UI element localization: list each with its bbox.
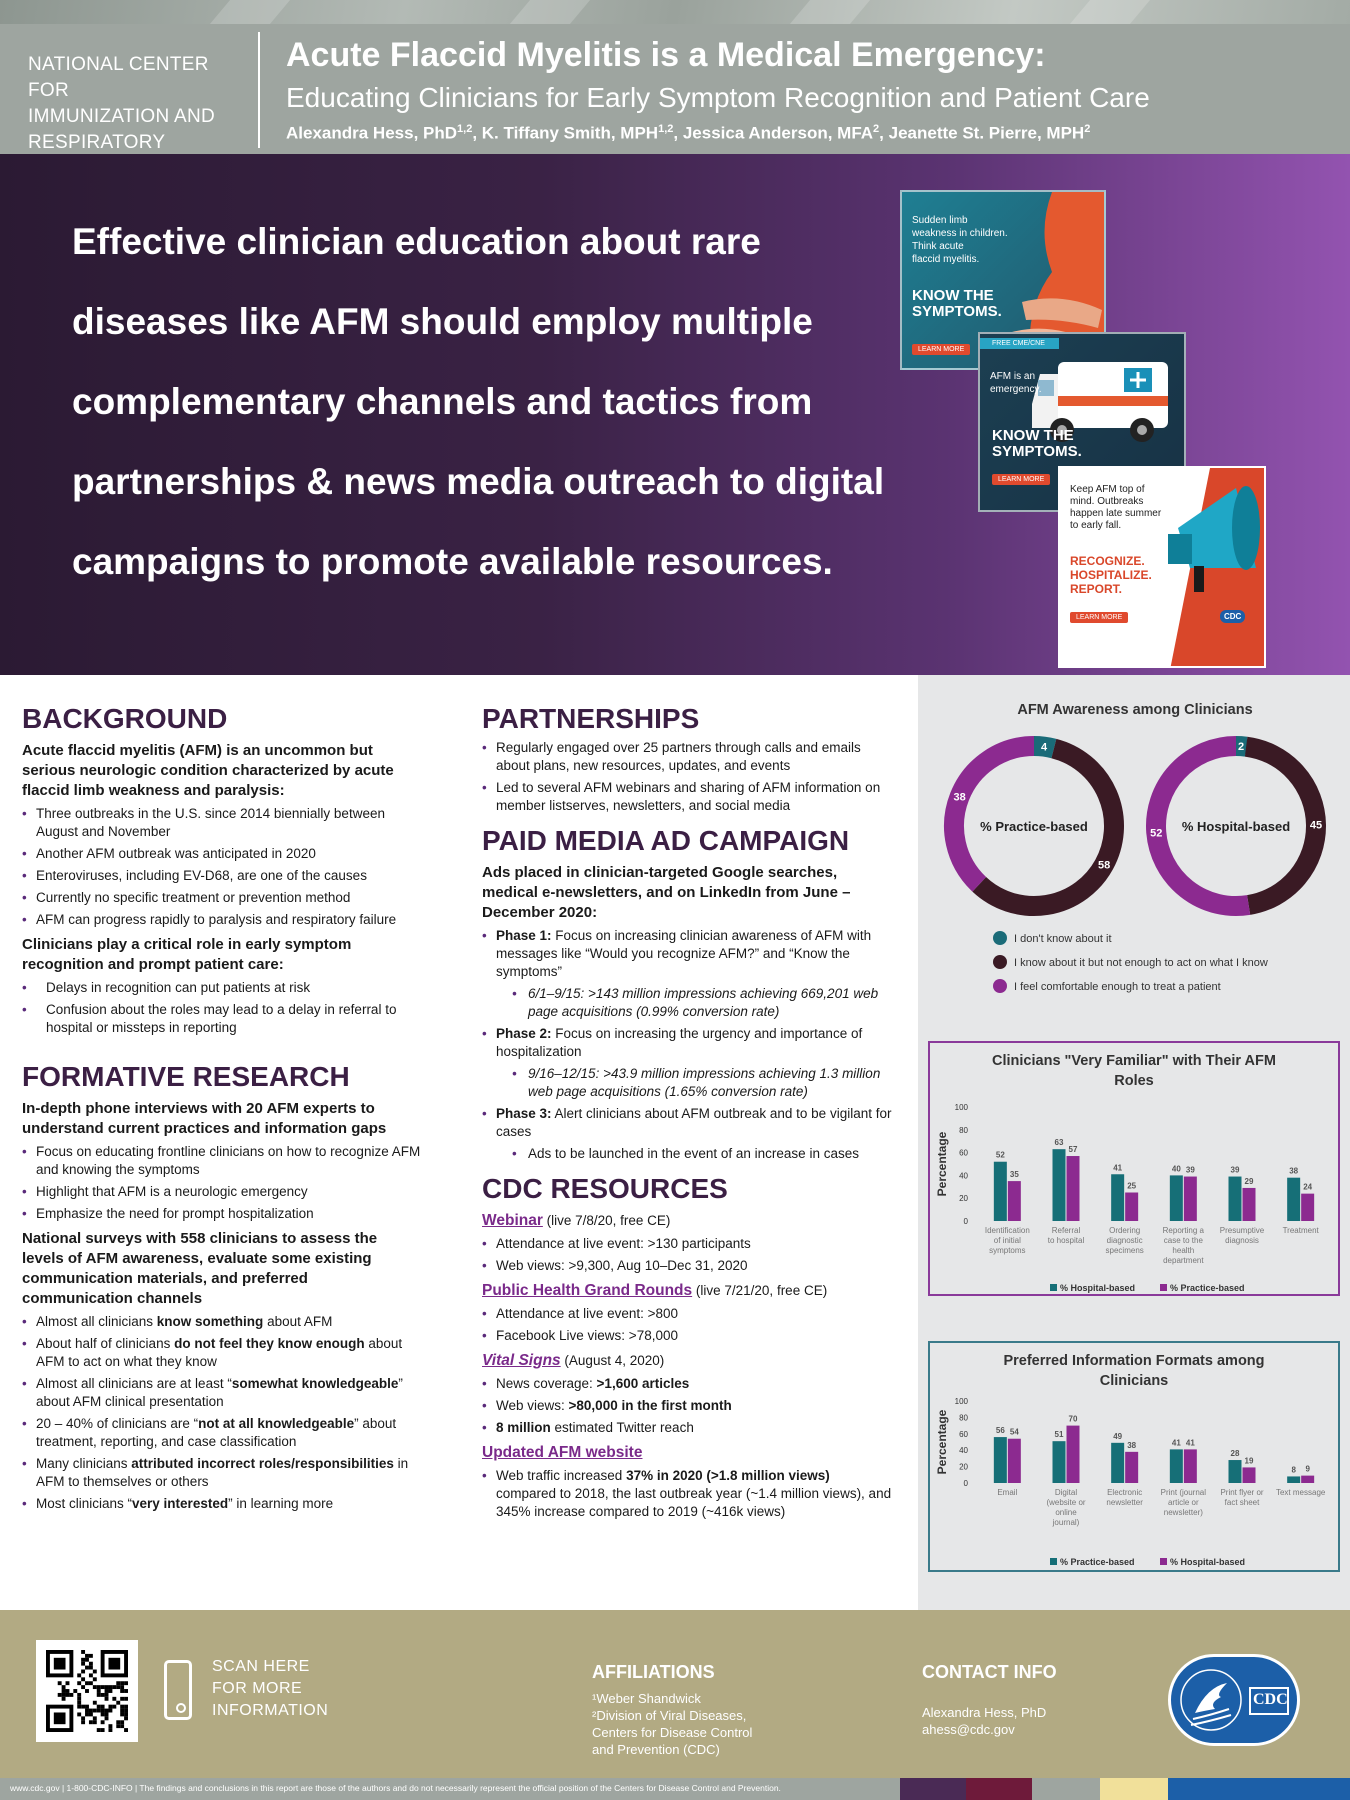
bar (1287, 1476, 1300, 1483)
qr-module (66, 1681, 70, 1685)
qr-module (108, 1724, 112, 1728)
paid-media-lead: Ads placed in clinician-targeted Google searches, medical e-newsletters, and on LinkedIn from June – December 2020: (482, 864, 851, 921)
bar-value-label: 9 (1305, 1464, 1310, 1474)
background-bullets-2: • Delays in recognition can put patients at risk • Confusion about the roles may lead to a delay in referral to hospital or missteps in reporting (22, 979, 422, 1037)
legend-entry: % Hospital-based (1170, 1557, 1246, 1567)
x-tick-label: journal) (1052, 1518, 1080, 1527)
donut-center-label: % Practice-based (980, 819, 1088, 834)
x-tick-label: to hospital (1047, 1236, 1085, 1245)
legend-entry: % Practice-based (1060, 1557, 1135, 1567)
x-tick-label: diagnostic (1106, 1236, 1143, 1245)
qr-module (105, 1709, 109, 1713)
donut-chart-svg (930, 726, 1340, 1016)
background-bullets-1: • Three outbreaks in the U.S. since 2014 biennially between August and November • Another AFM outbreak was anticipated in 2020 • Enteroviruses, including EV-D68, are one of the causes • Currently no specific treatment or prevention method • AFM can progress rapidly to paralysis and respiratory failure (22, 805, 422, 929)
qr-module (77, 1681, 81, 1685)
bar-value-label: 8 (1291, 1465, 1296, 1475)
qr-module (112, 1697, 116, 1701)
y-tick-label: 0 (963, 1479, 968, 1488)
x-tick-label: Referral (1051, 1226, 1081, 1235)
bar (1287, 1178, 1300, 1221)
poster-header (0, 24, 1350, 154)
qr-module (101, 1712, 105, 1716)
x-tick-label: of initial (993, 1236, 1021, 1245)
x-tick-label: Email (997, 1488, 1018, 1497)
bar (994, 1437, 1007, 1483)
qr-module (120, 1720, 124, 1724)
partnerships-heading: PARTNERSHIPS (482, 703, 700, 734)
x-tick-label: Electronic (1107, 1488, 1143, 1497)
header-divider (258, 32, 260, 148)
chart-title: Clinicians "Very Familiar" with Their AFM Roles (992, 1053, 1276, 1089)
x-tick-label: department (1163, 1256, 1204, 1265)
slice-label: 38 (953, 791, 966, 804)
bar (1125, 1193, 1138, 1222)
x-tick-label: online (1055, 1508, 1077, 1517)
y-tick-label: 40 (959, 1171, 968, 1181)
slice-label: 45 (1309, 819, 1323, 832)
qr-module (89, 1681, 93, 1685)
qr-module (81, 1662, 85, 1666)
bar-value-label: 40 (1171, 1164, 1181, 1174)
qr-module (81, 1720, 85, 1724)
legend-swatch (1160, 1558, 1167, 1565)
bar-value-label: 41 (1171, 1438, 1181, 1448)
preferred-formats-bar-chart (928, 1341, 1340, 1572)
qr-module (120, 1697, 124, 1701)
qr-module (116, 1720, 120, 1724)
legend-entry: I feel comfortable enough to treat a patient (1014, 981, 1221, 993)
x-tick-label: diagnosis (1225, 1236, 1259, 1245)
qr-module (62, 1685, 66, 1689)
qr-module (105, 1693, 109, 1697)
x-tick-label: fact sheet (1224, 1498, 1260, 1507)
bar (1243, 1467, 1256, 1483)
x-tick-label: Reporting a (1162, 1226, 1205, 1235)
bar-value-label: 54 (1009, 1427, 1019, 1437)
qr-module (85, 1712, 89, 1716)
bar-value-label: 70 (1068, 1414, 1078, 1424)
grand-rounds-bullets: • Attendance at live event: >800 • Facebook Live views: >78,000 (482, 1305, 892, 1345)
y-tick-label: 20 (959, 1462, 968, 1472)
qr-module (97, 1685, 101, 1689)
poster-subtitle: Educating Clinicians for Early Symptom Recognition and Patient Care (286, 82, 1150, 113)
qr-module (85, 1705, 89, 1709)
qr-module (116, 1724, 120, 1728)
hhs-cdc-logo: CDC (1168, 1654, 1300, 1746)
qr-module (89, 1673, 93, 1677)
qr-code[interactable] (36, 1640, 138, 1742)
qr-module (124, 1705, 128, 1709)
qr-module (120, 1705, 124, 1709)
slice-label: 2 (1238, 741, 1245, 754)
qr-module (101, 1728, 105, 1732)
qr-module (116, 1701, 120, 1705)
qr-module (77, 1701, 81, 1705)
qr-module (77, 1705, 81, 1709)
y-tick-label: 20 (959, 1194, 968, 1204)
x-tick-label: Treatment (1282, 1226, 1319, 1235)
bar (1067, 1156, 1080, 1221)
background-lead-1: Acute flaccid myelitis (AFM) is an uncommon but serious neurologic condition characterized by acute flaccid limb weakness and paralysis: (22, 742, 394, 799)
bar (1229, 1460, 1242, 1483)
slice-label: 52 (1150, 827, 1163, 840)
bar-value-label: 38 (1289, 1166, 1299, 1176)
x-tick-label: newsletter (1106, 1498, 1143, 1507)
qr-module (124, 1697, 128, 1701)
affiliations-list: ¹Weber Shandwick ²Division of Viral Diseases, Centers for Disease Control and Prevention (CDC) (592, 1691, 753, 1757)
bar-chart-svg (930, 1091, 1338, 1301)
x-tick-label: Print (journal (1160, 1488, 1207, 1497)
cdc-resources-heading: CDC RESOURCES (482, 1173, 728, 1204)
qr-module (105, 1697, 109, 1701)
qr-module (105, 1685, 109, 1689)
qr-module (108, 1685, 112, 1689)
affiliations-heading: AFFILIATIONS (592, 1662, 715, 1682)
bar-value-label: 41 (1113, 1163, 1123, 1173)
qr-module (97, 1689, 101, 1693)
qr-module (116, 1685, 120, 1689)
qr-module (89, 1709, 93, 1713)
donut-center-label: % Hospital-based (1181, 819, 1291, 834)
qr-module (105, 1712, 109, 1716)
bar (1229, 1177, 1242, 1221)
qr-module (105, 1716, 109, 1720)
qr-module (93, 1677, 97, 1681)
contact-heading: CONTACT INFO (922, 1662, 1057, 1682)
afm-website-link[interactable]: Updated AFM website (482, 1444, 643, 1461)
ad-know-the-symptoms-2: FREE CME/CNE AFM is an emergency. KNOW THE SYMPTOMS. LEARN MORE (978, 332, 1186, 512)
qr-module (101, 1685, 105, 1689)
column-left (22, 675, 422, 1517)
partnerships-bullets: • Regularly engaged over 25 partners through calls and emails about plans, new resources, updates, and events • Led to several AFM webinars and sharing of AFM information on member listserves, newsletters, and social media (482, 739, 892, 815)
bar (1184, 1177, 1197, 1221)
qr-module (58, 1693, 62, 1697)
x-tick-label: Print flyer or (1220, 1488, 1264, 1497)
legend-swatch (993, 955, 1007, 969)
legend-entry: % Hospital-based (1060, 1283, 1136, 1293)
formative-bullets-2: • Almost all clinicians know something about AFM • About half of clinicians do not feel they know enough about AFM to act on what they know • Almost all clinicians are at least “somewhat knowledgeable” about AFM clinical presentation • 20 – 40% of clinicians are “not at all knowledgeable” about treatment, reporting, and case classification • Many clinicians attributed incorrect roles/responsibilities in AFM to themselves or others • Most clinicians “very interested” in learning more (22, 1313, 422, 1513)
formative-bullets-1: • Focus on educating frontline clinicians on how to recognize AFM and knowing the symptoms • Highlight that AFM is a neurologic emergency • Emphasize the need for prompt hospitalization (22, 1143, 422, 1223)
x-tick-label: health (1172, 1246, 1195, 1255)
legend-swatch (1050, 1558, 1057, 1565)
qr-module (77, 1673, 81, 1677)
x-tick-label: Text message (1275, 1488, 1326, 1497)
qr-module (85, 1654, 89, 1658)
bar (1125, 1452, 1138, 1483)
contact-email[interactable]: ahess@cdc.gov (922, 1722, 1015, 1737)
bar (1301, 1476, 1314, 1483)
y-tick-label: 80 (959, 1413, 968, 1423)
ad-learn-more-button: LEARN MORE (992, 474, 1050, 485)
grand-rounds-link[interactable]: Public Health Grand Rounds (482, 1282, 693, 1299)
qr-module (120, 1709, 124, 1713)
x-tick-label: Digital (1054, 1488, 1078, 1497)
bar-value-label: 38 (1127, 1440, 1137, 1450)
organization-name: NATIONAL CENTER FOR IMMUNIZATION AND RESPIRATORY (28, 54, 216, 153)
qr-module (112, 1705, 116, 1709)
qr-module (120, 1685, 124, 1689)
bar-value-label: 51 (1054, 1430, 1064, 1440)
y-tick-label: 40 (959, 1446, 968, 1456)
qr-module (62, 1689, 66, 1693)
qr-module (81, 1685, 85, 1689)
qr-code-icon (46, 1650, 128, 1732)
bar (1243, 1188, 1256, 1221)
qr-module (120, 1724, 124, 1728)
qr-module (97, 1705, 101, 1709)
bar-value-label: 35 (1009, 1170, 1019, 1180)
x-tick-label: Ordering (1109, 1226, 1141, 1235)
qr-finder (54, 1712, 66, 1724)
paid-media-heading: PAID MEDIA AD CAMPAIGN (482, 825, 850, 856)
qr-finder (54, 1658, 66, 1670)
qr-module (97, 1728, 101, 1732)
webinar-link[interactable]: Webinar (482, 1212, 543, 1229)
qr-module (77, 1697, 81, 1701)
qr-module (101, 1693, 105, 1697)
qr-module (77, 1693, 81, 1697)
qr-module (85, 1666, 89, 1670)
qr-module (105, 1689, 109, 1693)
bar (1170, 1449, 1183, 1483)
y-tick-label: 80 (959, 1125, 968, 1135)
qr-module (101, 1720, 105, 1724)
qr-module (93, 1670, 97, 1674)
qr-module (81, 1650, 85, 1654)
x-tick-label: case to the (1163, 1236, 1203, 1245)
qr-module (81, 1658, 85, 1662)
legend-swatch (1050, 1284, 1057, 1291)
y-tick-label: 100 (954, 1103, 968, 1112)
bar-value-label: 52 (995, 1150, 1005, 1160)
qr-module (85, 1658, 89, 1662)
background-lead-2: Clinicians play a critical role in early symptom recognition and prompt patient care: (22, 936, 352, 973)
legend-entry: I know about it but not enough to act on what I know (1014, 957, 1268, 969)
qr-module (93, 1685, 97, 1689)
qr-module (108, 1709, 112, 1713)
vital-signs-link[interactable]: Vital Signs (482, 1352, 561, 1369)
chart-title: AFM Awareness among Clinicians (1017, 702, 1253, 718)
ad-learn-more-button: LEARN MORE (912, 344, 970, 355)
disclaimer-bar (0, 1778, 1350, 1800)
disclaimer-text: www.cdc.gov | 1-800-CDC-INFO | The findings and conclusions in this report are those of the authors and do not necessarily represent the official position of the Centers for Disease Control and Prevention. (10, 1783, 781, 1793)
bar (994, 1162, 1007, 1221)
ad-recognize-hospitalize-report: Keep AFM top of mind. Outbreaks happen late summer to early fall. RECOGNIZE. HOSPITALIZE. REPORT. LEARN MORE CDC (1058, 466, 1266, 668)
bar-value-label: 56 (995, 1426, 1005, 1436)
bar-value-label: 39 (1185, 1165, 1195, 1175)
qr-module (81, 1670, 85, 1674)
bar-value-label: 49 (1113, 1431, 1123, 1441)
qr-module (89, 1712, 93, 1716)
qr-module (120, 1689, 124, 1693)
bar-value-label: 19 (1244, 1456, 1254, 1466)
qr-module (120, 1681, 124, 1685)
poster-footer (0, 1610, 1350, 1778)
ad-learn-more-button: LEARN MORE (1070, 612, 1128, 623)
bar (1301, 1194, 1314, 1221)
background-heading: BACKGROUND (22, 703, 228, 734)
legend-swatch (993, 979, 1007, 993)
qr-module (89, 1720, 93, 1724)
bar (1008, 1439, 1021, 1483)
qr-module (81, 1705, 85, 1709)
bar (1053, 1149, 1066, 1221)
x-tick-label: specimens (1105, 1246, 1144, 1255)
bar (1053, 1441, 1066, 1483)
qr-module (124, 1716, 128, 1720)
x-tick-label: newsletter) (1163, 1508, 1203, 1517)
qr-module (73, 1689, 77, 1693)
qr-module (93, 1709, 97, 1713)
bar-value-label: 29 (1244, 1176, 1254, 1186)
y-axis-label: Percentage (935, 1409, 949, 1475)
x-tick-label: Presumptive (1219, 1226, 1265, 1235)
bar-value-label: 25 (1127, 1181, 1137, 1191)
qr-module (97, 1693, 101, 1697)
bar-value-label: 57 (1068, 1145, 1078, 1155)
y-tick-label: 100 (954, 1397, 968, 1406)
qr-module (69, 1693, 73, 1697)
webinar-bullets: • Attendance at live event: >130 participants • Web views: >9,300, Aug 10–Dec 31, 2020 (482, 1235, 892, 1275)
qr-module (101, 1709, 105, 1713)
qr-module (89, 1654, 93, 1658)
qr-module (120, 1712, 124, 1716)
x-tick-label: (website or (1046, 1498, 1086, 1507)
poster-title: Acute Flaccid Myelitis is a Medical Emergency: (286, 36, 1046, 74)
qr-module (124, 1689, 128, 1693)
contact-info: Alexandra Hess, PhD ahess@cdc.gov (922, 1705, 1047, 1737)
x-tick-label: symptoms (989, 1246, 1026, 1255)
top-decorative-strip (0, 0, 1350, 24)
author-list: Alexandra Hess, PhD$^{1,2}$, K. Tiffany Smith, MPH$^{1,2}$, Jessica Anderson, MFA$^2$, Jeanette St. Pierre, MPH$^2$ (286, 123, 1091, 143)
x-tick-label: article or (1167, 1498, 1199, 1507)
qr-module (85, 1709, 89, 1713)
qr-module (66, 1693, 70, 1697)
vital-signs-bullets: • News coverage: >1,600 articles • Web views: >80,000 in the first month • 8 million estimated Twitter reach (482, 1375, 892, 1437)
legend-entry: % Practice-based (1170, 1283, 1245, 1293)
qr-module (108, 1705, 112, 1709)
scan-instructions: SCAN HERE FOR MORE INFORMATION (212, 1658, 329, 1719)
qr-module (124, 1728, 128, 1732)
y-tick-label: 60 (959, 1148, 968, 1158)
bar-chart-svg (930, 1389, 1338, 1575)
phone-icon (164, 1660, 192, 1720)
qr-finder (108, 1658, 120, 1670)
qr-module (62, 1693, 66, 1697)
bar (1184, 1449, 1197, 1483)
bar-value-label: 24 (1303, 1182, 1313, 1192)
qr-module (112, 1685, 116, 1689)
qr-module (77, 1712, 81, 1716)
legend-swatch (1160, 1284, 1167, 1291)
chart-title: Preferred Information Formats among Clinicians (1003, 1353, 1265, 1389)
qr-module (97, 1709, 101, 1713)
legend-swatch (993, 931, 1007, 945)
website-bullets: • Web traffic increased 37% in 2020 (>1.8 million views) compared to 2018, the last outbreak year (~1.4 million views), and 345% increase compared to 2019 (~416k views) (482, 1467, 892, 1521)
qr-module (116, 1681, 120, 1685)
qr-module (93, 1701, 97, 1705)
y-tick-label: 60 (959, 1429, 968, 1439)
qr-module (81, 1677, 85, 1681)
key-message: Effective clinician education about rare diseases like AFM should employ multiple complementary channels and tactics from partnerships & news media outreach to digital campaigns to promote available resources. (72, 221, 885, 582)
qr-module (85, 1689, 89, 1693)
qr-module (108, 1728, 112, 1732)
qr-module (93, 1720, 97, 1724)
bar-value-label: 39 (1230, 1165, 1240, 1175)
bar (1111, 1443, 1124, 1483)
bar (1008, 1181, 1021, 1221)
awareness-donut-charts (930, 690, 1340, 1020)
formative-heading: FORMATIVE RESEARCH (22, 1061, 350, 1092)
qr-module (62, 1697, 66, 1701)
qr-module (108, 1689, 112, 1693)
y-axis-label: Percentage (935, 1131, 949, 1197)
paid-media-phases: • Phase 1: Focus on increasing clinician awareness of AFM with messages like “Would you recognize AFM?” and “Know the symptoms” • 6/1–9/15: >143 million impressions achieving 669,201 web page acquisitions (0.99% conversion rate) • Phase 2: Focus on increasing the urgency and importance of hospitalization • 9/16–12/15: >43.9 million impressions achieving 1.3 million web page acquisitions (1.65% conversion rate) • Phase 3: Alert clinicians about AFM outbreak and to be vigilant for cases • Ads to be launched in the event of an increase in cases (482, 927, 892, 1163)
bar-value-label: 41 (1185, 1438, 1195, 1448)
qr-module (89, 1662, 93, 1666)
key-message-banner (0, 154, 1350, 675)
column-middle: PARTNERSHIPS • Regularly engaged over 25 partners through calls and emails about plans, new resources, updates, and events • Led to several AFM webinars and sharing of AFM information on member listserves, newsletters, and social media PAID MEDIA AD CAMPAIGN Ads placed in clinician-targeted Google searches, medical e-newsletters, and on LinkedIn from June – December 2020: • Phase 1: Focus on increasing clinician awareness of AFM with messages like “Would you recognize AFM?” and “Know the symptoms” • 6/1–9/15: >143 million impressions achieving 669,201 web page acquisitions (0.99% conversion rate) • Phase 2: Focus on increasing the urgency and importance of hospitalization • 9/16–12/15: >43.9 million impressions achieving 1.3 million web page acquisitions (1.65% conversion rate) • Phase 3: Alert clinicians about AFM outbreak and to be vigilant for cases • Ads to be launched in the event of an increase in cases CDC RESOURCES Webinar (live 7/8/20, free CE) • Attendance at live event: >130 participants • Web views: >9,300, Aug 10–Dec 31, 2020 Public Health Grand Rounds (live 7/21/20, free CE) • Attendance at live event: >800 • Facebook Live views: >78,000 Vital Signs (August 4, 2020) • News coverage: >1,600 articles • Web views: >80,000 in the first month • 8 million estimated Twitter reach Updated AFM website • Web traffic increased 37% in 2020 (>1.8 million views) compared to 2018, the last outbreak year (~1.4 million views), and 345% increase compared to 2019 (~416k views) (482, 675, 892, 1525)
qr-module (89, 1666, 93, 1670)
formative-lead-2: National surveys with 558 clinicians to assess the levels of AFM awareness, evaluate some existing communication materials, and preferred communication channels (22, 1230, 378, 1307)
bar (1170, 1175, 1183, 1221)
qr-module (58, 1681, 62, 1685)
qr-module (93, 1716, 97, 1720)
qr-module (81, 1716, 85, 1720)
qr-module (124, 1709, 128, 1713)
bar (1067, 1426, 1080, 1483)
donut-slice (954, 746, 1034, 884)
formative-lead-1: In-depth phone interviews with 20 AFM experts to understand current practices and information gaps (22, 1100, 387, 1137)
bar-value-label: 63 (1054, 1138, 1064, 1148)
cdc-mark: CDC (1220, 610, 1245, 623)
legend-entry: I don't know about it (1014, 933, 1112, 945)
qr-module (124, 1681, 128, 1685)
qr-module (124, 1712, 128, 1716)
qr-module (85, 1681, 89, 1685)
slice-label: 4 (1040, 741, 1048, 754)
qr-module (66, 1689, 70, 1693)
qr-module (101, 1705, 105, 1709)
x-tick-label: Identification (984, 1226, 1030, 1235)
ad-know-the-symptoms-1: Sudden limb weakness in children. Think acute flaccid myelitis. KNOW THE SYMPTOMS. LEARN MORE (900, 190, 1106, 370)
very-familiar-bar-chart (928, 1041, 1340, 1296)
bar (1111, 1174, 1124, 1221)
y-tick-label: 0 (963, 1217, 968, 1226)
slice-label: 58 (1097, 859, 1111, 872)
bar-value-label: 28 (1230, 1449, 1240, 1459)
